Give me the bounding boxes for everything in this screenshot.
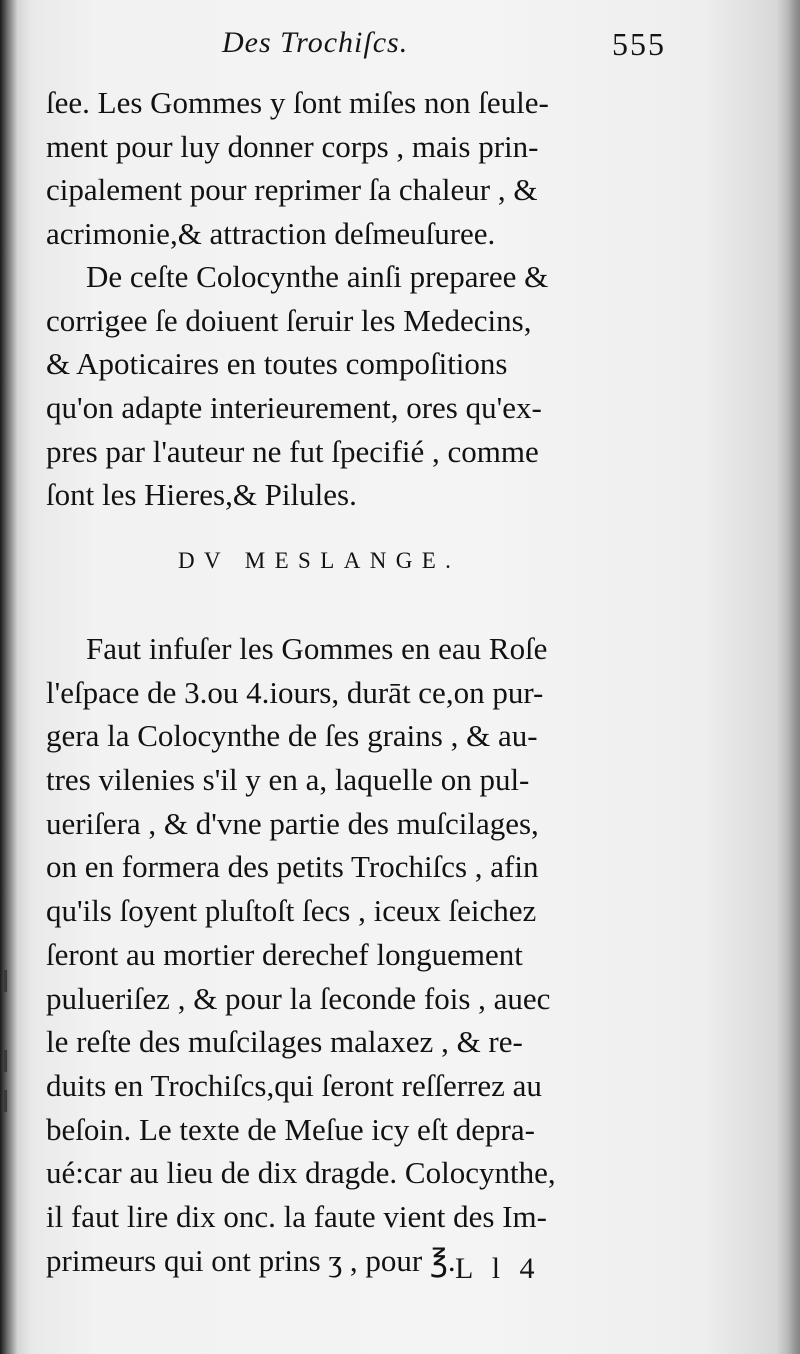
text-line: ué:car au lieu de dix dragde. Colocynthe, [46,1155,556,1191]
page-number: 555 [612,26,666,62]
paragraph [46,627,682,1282]
text-line: gera la Colocynthe de ſes grains , & au- [46,718,538,754]
text-line: pres par l'auteur ne fut ſpecifié , comme [46,433,539,469]
text-line: ment pour luy donner corps , mais prin- [46,128,539,164]
text-line: corrigee ſe doiuent ſeruir les Medecins, [46,302,532,338]
text-line: il faut lire dix onc. la faute vient des Im- [46,1198,547,1234]
text-line: on en formera des petits Trochiſcs , afin [46,849,539,885]
margin-mark [4,1050,7,1072]
paragraph [46,255,682,517]
text-line: beſoin. Le texte de Meſue icy eſt depra- [46,1111,535,1147]
running-head [0,22,800,62]
text-line: duits en Trochiſcs,qui ſeront reſſerrez au [46,1067,542,1103]
margin-mark [4,970,7,992]
text-line: Faut infuſer les Gommes en eau Roſe [86,631,548,666]
page-edge-shadow [788,0,800,1354]
text-line: le reſte des muſcilages malaxez , & re- [46,1024,523,1060]
text-line: De ceſte Colocynthe ainſi preparee & [86,259,549,294]
text-line: acrimonie,& attraction deſmeuſuree. [46,216,496,252]
running-head-title: Des Trochiſcs. [222,26,409,59]
text-line: ueriſera , & d'vne partie des muſcilages, [46,805,539,841]
text-line: tres vilenies s'il y en a, laquelle on pul- [46,762,530,798]
text-line: l'eſpace de 3.ou 4.iours, durāt ce,on pur- [46,674,544,710]
text-line: cipalement pour reprimer ſa chaleur , & [46,172,538,208]
text-line: qu'ils ſoyent pluſtoſt ſecs , iceux ſeichez [46,893,537,929]
margin-mark [4,1090,7,1112]
section-heading: DV MESLANGE. [178,548,461,573]
text-line: ſont les Hieres,& Pilules. [46,477,357,513]
paragraph [46,81,682,256]
text-line: & Apoticaires en toutes compoſitions [46,346,508,382]
text-line: pulueriſez , & pour la ſeconde fois , auec [46,980,551,1016]
text-line: primeurs qui ont prins ʒ , pour ℥. [46,1242,456,1278]
page-gutter-shadow [0,0,18,1354]
text-line: qu'on adapte interieurement, ores qu'ex- [46,390,542,426]
signature-mark: L l 4 [455,1252,541,1285]
text-line: ſee. Les Gommes y ſont miſes non ſeule- [46,85,549,120]
text-line: ſeront au mortier derechef longuement [46,936,523,972]
